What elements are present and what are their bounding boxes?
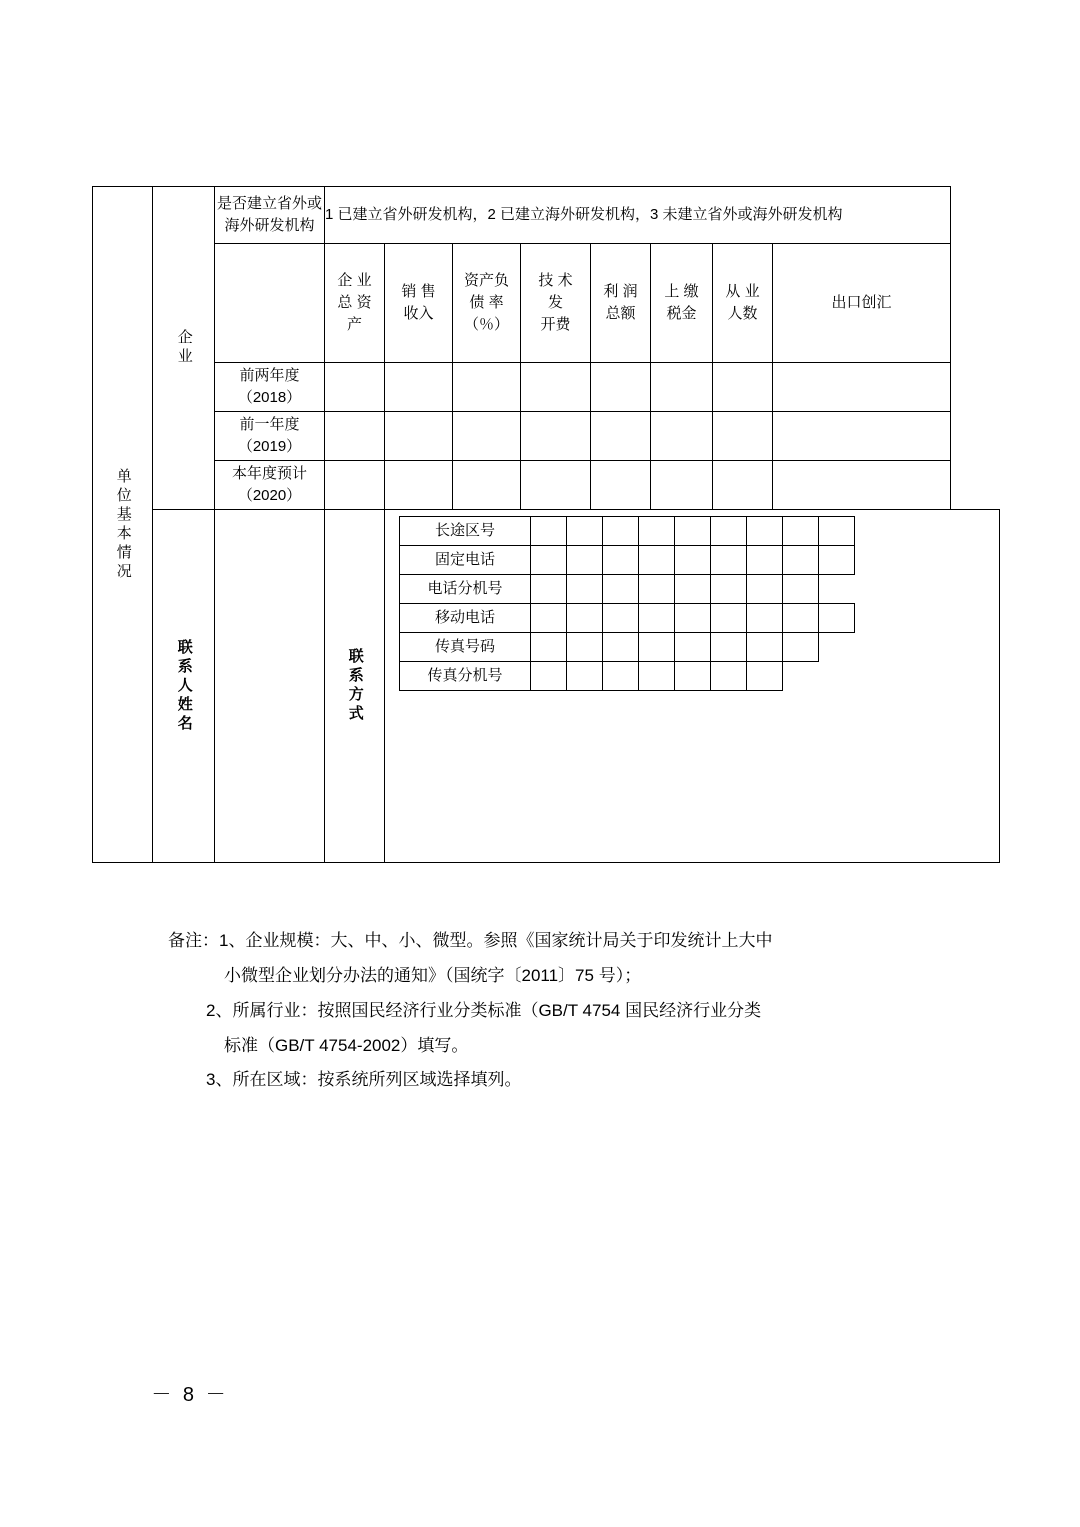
contact-box[interactable] [783, 546, 819, 575]
contact-box[interactable] [531, 662, 567, 691]
contact-box[interactable] [783, 604, 819, 633]
contact-box-empty [819, 575, 855, 604]
cell-2018-total-profit[interactable] [591, 363, 651, 412]
contact-box[interactable] [675, 517, 711, 546]
overseas-rnd-options-text: 1 已建立省外研发机构，2 已建立海外研发机构，3 未建立省外或海外研发机构 [325, 206, 843, 224]
contact-box[interactable] [819, 517, 855, 546]
col-employees: 从 业 人数 [713, 244, 773, 363]
contact-row-label-landline: 固定电话 [400, 546, 531, 575]
contact-box[interactable] [567, 604, 603, 633]
contact-box[interactable] [603, 662, 639, 691]
contact-box[interactable] [711, 662, 747, 691]
contact-box[interactable] [783, 575, 819, 604]
note-line-5: 3、所在区域：按系统所列区域选择填列。 [206, 1070, 522, 1090]
cell-2019-asset-liability-ratio[interactable] [453, 412, 521, 461]
contact-box[interactable] [639, 633, 675, 662]
list-item [400, 546, 855, 575]
contact-box[interactable] [531, 575, 567, 604]
row-label-year-2018: 前两年度（2018） [215, 363, 325, 412]
cell-2018-employees[interactable] [713, 363, 773, 412]
section-label-basic-info [93, 187, 153, 863]
note-line-1: 备注：1、企业规模：大、中、小、微型。参照《国家统计局关于印发统计上大中 [168, 931, 773, 950]
contact-box[interactable] [747, 662, 783, 691]
table-row [93, 461, 1000, 510]
section-label-enterprise [153, 187, 215, 510]
row-label-year-2019: 前一年度（2019） [215, 412, 325, 461]
cell-2019-tax-paid[interactable] [651, 412, 713, 461]
section-label-enterprise-text: 企业 [175, 329, 193, 367]
page-number-text: － 8 － [151, 1384, 229, 1406]
cell-2019-export-earnings[interactable] [773, 412, 951, 461]
contact-name-value[interactable] [215, 510, 325, 863]
contact-row-label-fax-extension: 传真分机号 [400, 662, 531, 691]
contact-row-label-fax: 传真号码 [400, 633, 531, 662]
contact-row-label-area-code: 长途区号 [400, 517, 531, 546]
contact-box[interactable] [639, 604, 675, 633]
contact-box[interactable] [819, 604, 855, 633]
overseas-rnd-label-text: 是否建立省外或海外研发机构 [216, 195, 322, 234]
contact-box[interactable] [639, 546, 675, 575]
contact-box[interactable] [639, 575, 675, 604]
contact-box[interactable] [711, 546, 747, 575]
contact-box[interactable] [567, 517, 603, 546]
contact-detail-table [399, 516, 855, 691]
contact-box[interactable] [747, 604, 783, 633]
contact-box[interactable] [531, 517, 567, 546]
contact-box[interactable] [711, 604, 747, 633]
contact-box-empty [819, 662, 855, 691]
contact-box[interactable] [747, 517, 783, 546]
contact-box[interactable] [567, 662, 603, 691]
contact-method-area [385, 510, 1000, 863]
contact-box[interactable] [531, 633, 567, 662]
contact-method-label [325, 510, 385, 863]
cell-2019-sales-revenue[interactable] [385, 412, 453, 461]
contact-box[interactable] [711, 575, 747, 604]
col-rnd-expense: 技 术 发 开费 [521, 244, 591, 363]
cell-2018-tax-paid[interactable] [651, 363, 713, 412]
cell-2020-total-profit[interactable] [591, 461, 651, 510]
list-item [400, 604, 855, 633]
cell-2019-total-profit[interactable] [591, 412, 651, 461]
col-total-assets: 企 业 总 资 产 [325, 244, 385, 363]
contact-box[interactable] [819, 546, 855, 575]
contact-box[interactable] [531, 604, 567, 633]
cell-2019-rnd-expense[interactable] [521, 412, 591, 461]
contact-box[interactable] [675, 633, 711, 662]
contact-box[interactable] [711, 633, 747, 662]
cell-2018-export-earnings[interactable] [773, 363, 951, 412]
contact-box[interactable] [783, 633, 819, 662]
cell-2018-asset-liability-ratio[interactable] [453, 363, 521, 412]
page-number [0, 1378, 1080, 1407]
cell-2020-total-assets[interactable] [325, 461, 385, 510]
contact-box-empty [819, 633, 855, 662]
cell-2020-rnd-expense[interactable] [521, 461, 591, 510]
notes-section [168, 924, 998, 1098]
cell-2020-employees[interactable] [713, 461, 773, 510]
overseas-rnd-label [215, 187, 325, 244]
cell-2020-export-earnings[interactable] [773, 461, 951, 510]
enterprise-info-form [92, 186, 1000, 863]
cell-2018-sales-revenue[interactable] [385, 363, 453, 412]
contact-box[interactable] [783, 517, 819, 546]
note-line-3: 2、所属行业：按照国民经济行业分类标准（GB/T 4754 国民经济行业分类 [206, 1000, 762, 1020]
contact-name-label-text: 联系人姓名 [175, 638, 193, 734]
contact-box[interactable] [639, 662, 675, 691]
note-line-4: 标准（GB/T 4754-2002）填写。 [224, 1035, 469, 1055]
cell-2018-total-assets[interactable] [325, 363, 385, 412]
row-label-year-2020: 本年度预计（2020） [215, 461, 325, 510]
col-tax-paid: 上 缴 税金 [651, 244, 713, 363]
contact-box[interactable] [603, 575, 639, 604]
cell-2020-sales-revenue[interactable] [385, 461, 453, 510]
table-row [93, 363, 1000, 412]
table-row [93, 244, 1000, 363]
contact-box[interactable] [747, 633, 783, 662]
contact-method-label-text: 联系方式 [346, 648, 364, 724]
table-row [93, 412, 1000, 461]
contact-box[interactable] [675, 604, 711, 633]
contact-box[interactable] [711, 517, 747, 546]
contact-row-label-extension: 电话分机号 [400, 575, 531, 604]
table-row [93, 187, 1000, 244]
contact-box[interactable] [603, 546, 639, 575]
contact-box[interactable] [567, 546, 603, 575]
section-label-basic-info-text: 单位基本情况 [114, 467, 132, 582]
contact-box[interactable] [603, 517, 639, 546]
contact-box[interactable] [603, 633, 639, 662]
contact-row-label-mobile: 移动电话 [400, 604, 531, 633]
col-sales-revenue: 销 售 收入 [385, 244, 453, 363]
note-line-2: 小微型企业划分办法的通知》（国统字〔2011〕75 号）； [224, 965, 642, 985]
list-item [400, 633, 855, 662]
contact-box[interactable] [567, 575, 603, 604]
contact-box[interactable] [603, 604, 639, 633]
col-export-earnings: 出口创汇 [773, 244, 951, 363]
contact-name-label [153, 510, 215, 863]
cell-2018-rnd-expense[interactable] [521, 363, 591, 412]
list-item [400, 575, 855, 604]
contact-box[interactable] [567, 633, 603, 662]
contact-box[interactable] [747, 546, 783, 575]
contact-box[interactable] [531, 546, 567, 575]
contact-box[interactable] [747, 575, 783, 604]
list-item [400, 662, 855, 691]
cell-2019-total-assets[interactable] [325, 412, 385, 461]
metrics-header-blank [215, 244, 325, 363]
col-total-profit: 利 润 总额 [591, 244, 651, 363]
form-table [92, 186, 1000, 863]
contact-box[interactable] [639, 517, 675, 546]
col-asset-liability-ratio: 资产负 债 率 （％） [453, 244, 521, 363]
cell-2020-asset-liability-ratio[interactable] [453, 461, 521, 510]
contact-box[interactable] [675, 662, 711, 691]
cell-2019-employees[interactable] [713, 412, 773, 461]
contact-box[interactable] [675, 575, 711, 604]
contact-box[interactable] [675, 546, 711, 575]
contact-box-empty [783, 662, 819, 691]
cell-2020-tax-paid[interactable] [651, 461, 713, 510]
table-row [93, 510, 1000, 863]
list-item [400, 517, 855, 546]
overseas-rnd-options[interactable] [325, 187, 951, 244]
